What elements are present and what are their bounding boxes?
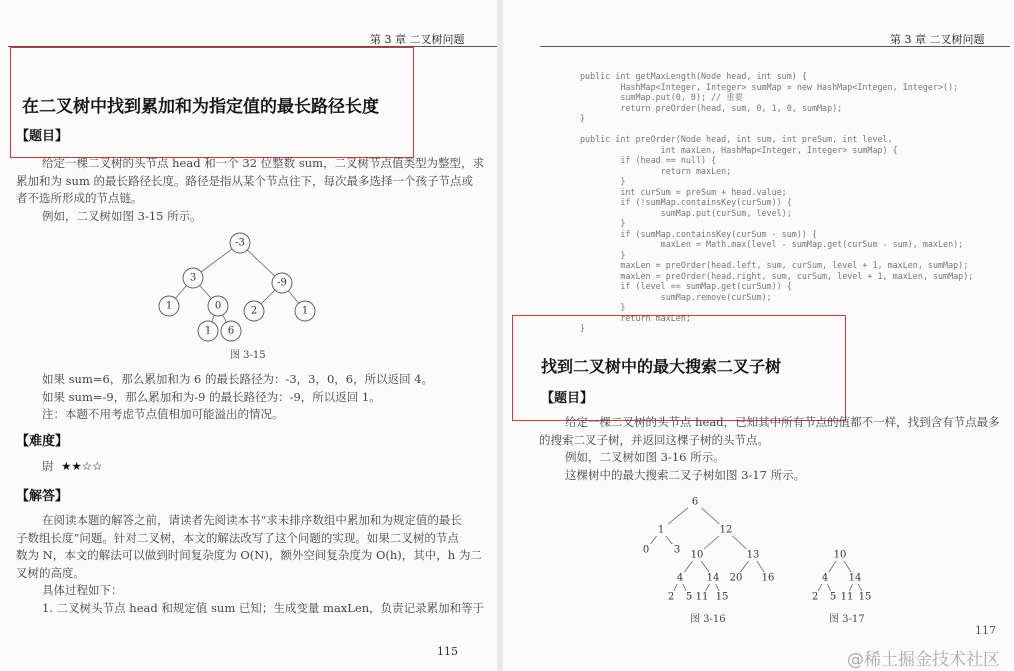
tree-node-label: 12	[719, 524, 733, 536]
code-line: HashMap<Integer, Integer> sumMap = new HashMap<Integen, Integer>();	[580, 81, 959, 92]
difficulty-label: 尉	[42, 459, 54, 473]
page-number: 117	[975, 624, 996, 637]
tree-node-label: 16	[761, 572, 775, 584]
section-title: 找到二叉树中的最大搜索二叉子树	[541, 357, 782, 376]
text-line: 给定一棵二叉树的头节点 head，已知其中所有节点的值都不一样，找到含有节点最多	[565, 415, 1000, 429]
tree-node-label: 6	[691, 496, 699, 508]
tree-figure-3-16	[639, 496, 775, 603]
figure-caption: 图 3-16	[690, 614, 726, 625]
code-line: int maxLen, HashMap<Integer, Integer> sumMap) {	[580, 144, 898, 155]
tree-node-label: 11	[695, 591, 709, 603]
tree-node-label: 5	[829, 591, 837, 603]
code-line: maxLen = Math.max(level - sumMap.get(curSum - sum), maxLen);	[580, 239, 964, 249]
text-line: 的搜索二叉子树，并返回这棵子树的头节点。	[539, 432, 769, 447]
tree-node-label: 4	[821, 572, 829, 584]
text-line: 例如，二叉树如图 3-15 所示。	[42, 208, 202, 223]
code-line: return maxLen;	[580, 312, 691, 323]
text-line: 这棵树中的最大搜索二叉子树如图 3-17 所示。	[565, 467, 806, 482]
figure-caption: 图 3-17	[829, 614, 865, 625]
text-line: 注：本题不用考虑节点值相加可能溢出的情况。	[42, 407, 284, 422]
tree-node-label: 1	[204, 325, 212, 337]
tree-node-label: -9	[277, 277, 287, 289]
text-line: 如果 sum=-9，那么累加和为-9 的最长路径为：-9，所以返回 1。	[42, 389, 381, 404]
text-line: 给定一棵二叉树的头节点 head 和一个 32 位整数 sum，二叉树节点值类型为整型，求	[42, 156, 485, 170]
tree-node-label: 2	[811, 591, 819, 603]
tree-node-label: 15	[715, 591, 729, 603]
text-line: 者不选所形成的节点链。	[16, 191, 143, 206]
problem-heading: 【题目】	[541, 391, 594, 406]
text-line: 数为 N，本文的解法可以做到时间复杂度为 O(N)，额外空间复杂度为 O(h)，其中，h 为二	[16, 548, 482, 563]
code-line: return preOrder(head, sum, 0, 1, 0, sumMap);	[580, 102, 843, 113]
text-line: 具体过程如下：	[42, 583, 123, 598]
tree-node-label: 3	[189, 272, 197, 284]
chapter-header: 第 3 章 二叉树问题	[370, 33, 465, 46]
code-line: sumMap.remove(curSum);	[580, 291, 772, 302]
code-line: public int preOrder(Node head, int sum, int preSum, int level,	[580, 134, 893, 144]
code-line: if (sumMap.containsKey(curSum - sum)) {	[580, 228, 817, 239]
figure-caption: 图 3-15	[230, 350, 266, 361]
text-line: 累加和为 sum 的最长路径长度。路径是指从某个节点往下，每次最多选择一个孩子节点或	[16, 173, 474, 188]
code-line: }	[580, 218, 626, 228]
tree-node-label: 14	[706, 572, 720, 584]
tree-node-label: 1	[657, 524, 665, 536]
code-line: maxLen = preOrder(head.right, sum, curSum, level + 1, maxLen, sumMap);	[580, 270, 974, 281]
difficulty-heading: 【难度】	[16, 434, 69, 449]
page-number: 115	[437, 645, 458, 658]
code-line: }	[580, 323, 586, 333]
tree-node-label: 10	[833, 549, 847, 561]
text-line: 1. 二叉树头节点 head 和规定值 sum 已知；生成变量 maxLen，负责记录累加和等于	[42, 600, 485, 615]
code-line: if (level == sumMap.get(curSum)) {	[580, 281, 792, 291]
tree-node-label: 2	[250, 305, 258, 317]
code-line: }	[580, 176, 626, 186]
text-line: 叉树的高度。	[16, 565, 85, 580]
code-line: if (!sumMap.containsKey(curSum)) {	[580, 197, 792, 207]
code-line: return maxLen;	[580, 165, 732, 176]
code-line: if (head == null) {	[580, 155, 717, 165]
tree-node-label: 4	[676, 572, 684, 584]
chapter-header: 第 3 章 二叉树问题	[890, 33, 985, 46]
tree-figure-3-15	[159, 233, 315, 341]
tree-node-label: 13	[746, 549, 760, 561]
tree-node-label: 2	[667, 591, 675, 603]
code-line: int curSum = preSum + head.value;	[580, 186, 787, 197]
text-line: 子数组长度”问题。针对二叉树，本文的解法改写了这个问题的实现。如果二叉树的节点	[16, 530, 459, 545]
watermark: @稀土掘金技术社区	[847, 650, 1000, 670]
section-title: 在二叉树中找到累加和为指定值的最长路径长度	[22, 97, 379, 117]
answer-heading: 【解答】	[16, 489, 69, 504]
tree-node-label: 1	[301, 305, 309, 317]
tree-node-label: 11	[840, 591, 854, 603]
code-line: maxLen = preOrder(head.left, sum, curSum, level + 1, maxLen, sumMap);	[580, 260, 969, 270]
tree-node-label: 10	[690, 549, 704, 561]
tree-node-label: 1	[165, 300, 173, 312]
tree-node-label: 5	[685, 591, 693, 603]
tree-node-label: 3	[673, 544, 681, 556]
code-line: }	[580, 249, 626, 260]
problem-heading: 【题目】	[16, 129, 69, 144]
code-line: }	[580, 302, 626, 312]
code-line: sumMap.put(0, 0); // 重要	[580, 92, 743, 102]
tree-node-label: 15	[858, 591, 872, 603]
text-line: 如果 sum=6，那么累加和为 6 的最长路径为：-3，3，0，6，所以返回 4。	[42, 372, 434, 386]
tree-node-label: 20	[729, 572, 743, 584]
code-line: sumMap.put(curSum, level);	[580, 207, 792, 218]
tree-node-label: 6	[227, 325, 235, 337]
code-line: public int getMaxLength(Node head, int sum) {	[580, 71, 807, 81]
tree-figure-3-17	[808, 549, 872, 603]
tree-node-label: 14	[848, 572, 862, 584]
text-line: 例如，二叉树如图 3-16 所示。	[565, 450, 725, 465]
tree-node-label: -3	[235, 237, 245, 249]
tree-node-label: 0	[214, 300, 222, 312]
code-line: }	[580, 113, 586, 123]
text-line: 在阅读本题的解答之前，请读者先阅读本书“求未排序数组中累加和为规定值的最长	[42, 513, 462, 527]
tree-node-label: 0	[642, 544, 650, 556]
star-rating: ★★☆☆	[61, 459, 103, 473]
